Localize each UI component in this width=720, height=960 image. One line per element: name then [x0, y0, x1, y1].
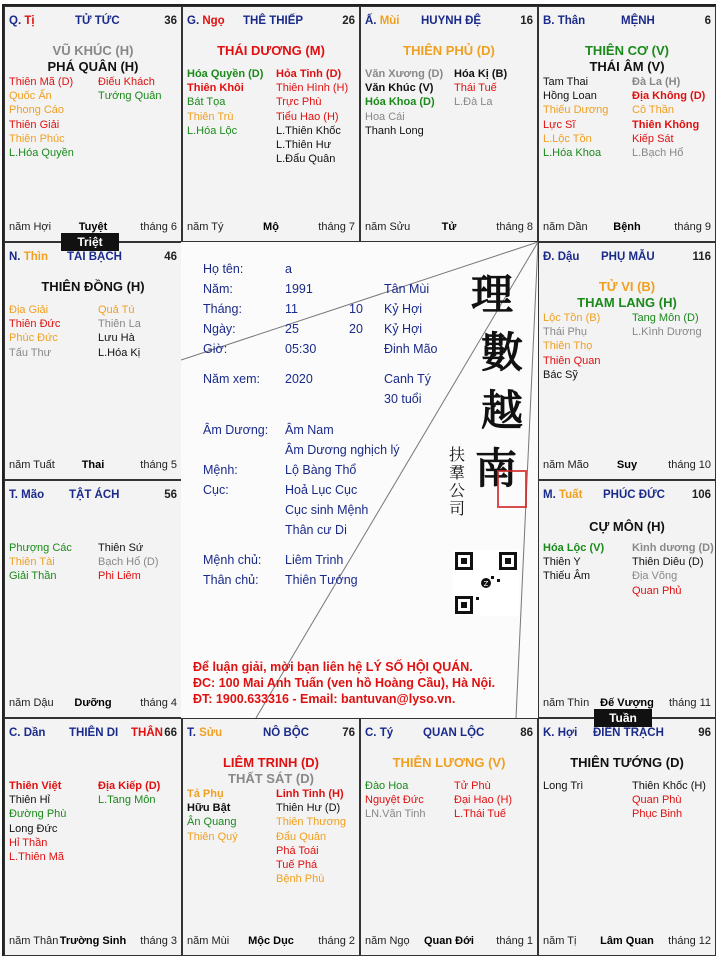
main-star: THÁI DƯƠNG (M) — [217, 43, 325, 58]
tuan-tag: Tuần — [594, 709, 652, 727]
palace-header — [543, 489, 711, 503]
minor-star: Giải Thần — [9, 570, 57, 583]
minor-star: Hồng Loan — [543, 90, 597, 103]
red-seal-icon — [497, 470, 527, 508]
minor-stars-right — [454, 67, 507, 110]
palace-age: 36 — [164, 15, 177, 27]
minor-star: Địa Kiếp (D) — [98, 780, 161, 792]
center-info-panel — [181, 242, 538, 718]
minor-stars-left — [9, 541, 72, 584]
minor-star: Nguyệt Đức — [365, 794, 424, 807]
palace-ti — [4, 6, 182, 242]
minor-star: Tả Phụ — [187, 788, 224, 800]
minor-stars-right — [98, 541, 159, 584]
minor-star: Thiên Hình (H) — [276, 82, 349, 95]
palace-age: 56 — [164, 489, 177, 501]
amduong-value: Âm Nam — [285, 423, 334, 437]
minor-star: Địa Võng — [632, 570, 678, 583]
footer-month: tháng 10 — [668, 459, 711, 471]
minor-star: L.Thái Tuế — [454, 808, 506, 821]
minor-star: Đào Hoa — [365, 780, 409, 792]
minor-star: Hỉ Thần — [9, 836, 48, 849]
footer-year: năm Dậu — [9, 697, 54, 709]
minor-star: Thái Phụ — [543, 326, 588, 339]
footer-month: tháng 11 — [668, 697, 711, 709]
palace-age: 16 — [520, 15, 533, 27]
triet-tag: Triệt — [61, 233, 119, 251]
main-star: CỰ MÔN (H) — [589, 519, 665, 534]
minor-star: L.Lộc Tồn — [543, 132, 592, 145]
palace-suu — [182, 718, 360, 956]
footer-year: năm Mùi — [187, 935, 230, 947]
footer-month: tháng 12 — [668, 935, 711, 947]
minor-star: Thanh Long — [365, 124, 424, 137]
minor-stars-left — [365, 67, 443, 138]
palace-name: TỬ TỨC — [75, 15, 120, 27]
minor-star: Thiên Giải — [9, 118, 60, 131]
palace-position: Q. Tị — [9, 15, 35, 27]
palace-header — [543, 727, 711, 741]
footer-stage: Đế Vượng — [600, 697, 654, 709]
minor-star: Bát Tọa — [187, 96, 226, 109]
minor-star: Quốc Ấn — [9, 90, 52, 103]
minor-star: Kình dương (D) — [632, 542, 714, 554]
footer-year: năm Ngọ — [365, 935, 410, 947]
minor-star: L.Thiên Khốc — [276, 124, 341, 137]
palace-ngo — [182, 6, 360, 242]
palace-age: 76 — [342, 727, 355, 739]
palace-header — [543, 15, 711, 29]
footer-year: năm Thìn — [543, 697, 590, 709]
palace-footer — [365, 221, 533, 235]
minor-star: Thiên Quan — [543, 354, 601, 367]
minor-star: Phục Binh — [632, 808, 683, 821]
footer-month: tháng 2 — [318, 935, 355, 947]
main-star: THIÊN LƯƠNG (V) — [392, 755, 506, 770]
minor-star: Phượng Các — [9, 542, 72, 554]
minor-star: Hóa Kị (B) — [454, 68, 508, 80]
palace-header — [9, 727, 177, 741]
minor-star: L.Hóa Lộc — [187, 124, 238, 137]
minor-star: L.Thiên Hư — [276, 138, 332, 151]
minor-stars-left — [543, 75, 608, 160]
minor-star: Thiếu Âm — [543, 570, 591, 583]
palace-header — [187, 15, 355, 29]
minor-stars-right — [98, 779, 160, 807]
age-value: 30 tuổi — [384, 392, 422, 406]
palace-position: G. Ngọ — [187, 15, 225, 27]
calligraphy-2: 數 — [481, 328, 524, 377]
palace-name: PHỤ MẪU — [601, 251, 655, 263]
calligraphy-small-4: 司 — [449, 499, 466, 518]
day-canchi: Kỷ Hợi — [384, 322, 423, 336]
minor-stars-left — [9, 779, 66, 864]
main-star: THÁI ÂM (V) — [589, 59, 665, 74]
palace-name: NÔ BỘC — [263, 727, 309, 739]
menh-label: Mệnh: — [203, 463, 238, 477]
palace-name: THIÊN DI — [69, 727, 119, 739]
minor-star: Phúc Đức — [9, 332, 58, 345]
hour-value: 05:30 — [285, 342, 317, 356]
minor-stars-right — [276, 787, 346, 886]
palace-name: HUYNH ĐỆ — [421, 15, 482, 27]
minor-star: Thiên Quý — [187, 830, 238, 843]
palace-name: QUAN LỘC — [423, 727, 485, 739]
minor-star: Phá Toái — [276, 844, 319, 857]
minor-star: L.Đẩu Quân — [276, 153, 336, 166]
palace-header — [543, 251, 711, 265]
minor-star: L.Bạch Hổ — [632, 146, 684, 159]
minor-star: Long Trì — [543, 780, 584, 792]
minor-star: Văn Xương (D) — [365, 68, 444, 80]
minor-star: Thiên Hỉ — [9, 794, 50, 807]
minor-star: Thiên Trù — [187, 110, 234, 123]
palace-footer — [543, 221, 711, 235]
palace-age: 66 — [164, 727, 177, 739]
main-star: THIÊN ĐỒNG (H) — [41, 279, 145, 294]
minor-star: Thiên Thương — [276, 816, 347, 829]
minor-star: Thiên Y — [543, 556, 581, 569]
minor-stars-right — [98, 303, 141, 360]
footer-month: tháng 8 — [496, 221, 533, 233]
minor-stars-right — [632, 311, 702, 339]
footer-stage: Dưỡng — [74, 697, 112, 709]
main-star: PHÁ QUÂN (H) — [47, 59, 139, 74]
main-star: THAM LANG (H) — [577, 295, 677, 310]
amduong-note: Âm Dương nghịch lý — [285, 443, 400, 457]
minor-stars-left — [9, 75, 74, 160]
qr-code-icon — [453, 550, 519, 616]
footer-month: tháng 1 — [496, 935, 533, 947]
calligraphy-small-2: 羣 — [449, 463, 466, 482]
minor-star: Thiên Không — [632, 118, 700, 131]
minor-star: Địa Giải — [9, 304, 49, 316]
palace-position: C. Dần — [9, 727, 46, 739]
minor-stars-left — [543, 311, 600, 382]
thanchu-value: Thiên Tướng — [285, 573, 358, 587]
footer-stage: Bệnh — [613, 221, 641, 233]
footer-year: năm Mão — [543, 459, 589, 471]
palace-position: C. Tý — [365, 727, 394, 739]
palace-footer — [365, 935, 533, 949]
palace-position: Đ. Dậu — [543, 251, 580, 263]
minor-stars-left — [187, 787, 238, 844]
main-star: TỬ VI (B) — [598, 279, 656, 294]
hour-label: Giờ: — [203, 342, 228, 356]
minor-star: L.Hóa Quyền — [9, 146, 74, 159]
minor-star: Linh Tinh (H) — [276, 788, 344, 800]
minor-star: Thiên Diêu (D) — [632, 556, 704, 569]
month-label: Tháng: — [203, 302, 242, 316]
than-marker: THÂN — [131, 727, 163, 739]
palace-name: TÀI BẠCH — [67, 251, 122, 263]
minor-star: Thiên La — [98, 318, 141, 331]
palace-footer — [187, 935, 355, 949]
minor-stars-left — [543, 541, 604, 584]
footer-month: tháng 6 — [140, 221, 177, 233]
contact-phone-email: ĐT: 1900.633316 - Email: bantuvan@lyso.vn. — [193, 692, 456, 706]
footer-stage: Thai — [81, 459, 105, 471]
palace-footer — [9, 459, 177, 473]
minor-star: Tướng Quân — [98, 90, 162, 103]
hour-canchi: Đinh Mão — [384, 342, 438, 356]
palace-position: B. Thân — [543, 15, 586, 27]
minor-star: Hữu Bật — [187, 802, 231, 815]
minor-star: LN.Văn Tinh — [365, 808, 426, 821]
minor-star: Hóa Lộc (V) — [543, 542, 605, 554]
month-value: 11 — [285, 302, 298, 316]
minor-stars-right — [276, 67, 348, 166]
minor-star: Phi Liêm — [98, 570, 141, 583]
palace-age: 96 — [698, 727, 711, 739]
footer-year: năm Dần — [543, 221, 588, 233]
minor-star: L.Thiên Mã — [9, 850, 65, 863]
month-canchi: Kỷ Hợi — [384, 302, 423, 316]
minor-stars-right — [632, 541, 714, 598]
view-year-canchi: Canh Tý — [384, 372, 432, 386]
palace-age: 106 — [691, 489, 711, 501]
view-year-label: Năm xem: — [203, 372, 260, 386]
palace-header — [9, 251, 177, 265]
minor-star: Điếu Khách — [98, 76, 155, 88]
day-lunar: 20 — [349, 322, 363, 336]
palace-age: 86 — [520, 727, 533, 739]
than-cu: Thân cư Di — [285, 523, 347, 537]
day-label: Ngày: — [203, 322, 236, 336]
minor-stars-right — [98, 75, 162, 103]
minor-star: Thiên Khốc (H) — [632, 780, 706, 792]
palace-mui — [360, 6, 538, 242]
minor-star: Trực Phù — [276, 96, 322, 109]
palace-thin — [4, 242, 182, 480]
palace-age: 6 — [704, 15, 711, 27]
palace-age: 26 — [342, 15, 355, 27]
cuc-value: Hoả Lục Cục — [285, 483, 358, 497]
contact-line-1: Để luận giải, mời bạn liên hệ LÝ SỐ HỘI QUÁN. — [193, 660, 473, 674]
minor-star: L.Kình Dương — [632, 326, 702, 339]
day-value: 25 — [285, 322, 299, 336]
minor-star: L.Đà La — [454, 96, 493, 109]
menh-value: Lộ Bàng Thổ — [285, 463, 357, 477]
footer-year: năm Tuất — [9, 459, 55, 471]
minor-star: Quan Phủ — [632, 584, 682, 597]
minor-star: Quan Phù — [632, 794, 682, 807]
minor-star: Thiên Hư (D) — [276, 802, 341, 815]
palace-position: T. Sửu — [187, 727, 223, 739]
footer-stage: Mộc Dục — [248, 935, 294, 947]
minor-star: Thiên Phúc — [9, 132, 65, 145]
cuc-note: Cục sinh Mệnh — [285, 503, 369, 517]
minor-star: Đại Hao (H) — [454, 794, 513, 807]
footer-month: tháng 5 — [140, 459, 177, 471]
minor-star: Hóa Quyền (D) — [187, 68, 264, 80]
calligraphy-1: 理 — [471, 270, 514, 319]
palace-dan — [4, 718, 182, 956]
menhchu-label: Mệnh chủ: — [203, 553, 262, 567]
minor-star: Bác Sỹ — [543, 368, 578, 381]
minor-star: Thiên Sứ — [98, 542, 144, 554]
year-label: Năm: — [203, 282, 233, 296]
minor-star: L.Hóa Khoa — [543, 146, 602, 159]
palace-tuat — [538, 480, 716, 718]
footer-year: năm Thân — [9, 935, 59, 947]
palace-position: K. Hợi — [543, 727, 578, 739]
footer-month: tháng 3 — [140, 935, 177, 947]
main-star: THIÊN CƠ (V) — [584, 43, 670, 58]
minor-star: Đường Phù — [9, 808, 67, 821]
minor-star: Phong Cáo — [9, 104, 65, 117]
minor-star: Cô Thần — [632, 104, 674, 117]
minor-star: Quả Tú — [98, 304, 135, 316]
name-label: Họ tên: — [203, 262, 244, 276]
palace-footer — [9, 697, 177, 711]
minor-star: Thiếu Dương — [543, 104, 609, 117]
menhchu-value: Liêm Trinh — [285, 553, 344, 567]
palace-than — [538, 6, 716, 242]
minor-star: Tam Thai — [543, 76, 589, 88]
footer-month: tháng 9 — [674, 221, 711, 233]
minor-stars-left — [187, 67, 263, 138]
contact-address: ĐC: 100 Mai Anh Tuấn (ven hồ Hoàng Cầu), Hà Nội. — [193, 676, 496, 690]
minor-stars-right — [632, 779, 706, 822]
minor-star: Lực Sĩ — [543, 118, 576, 131]
minor-star: Thiên Thọ — [543, 340, 593, 353]
palace-age: 116 — [692, 251, 711, 263]
minor-stars-left — [9, 303, 60, 360]
footer-stage: Lâm Quan — [600, 935, 654, 947]
year-canchi: Tân Mùi — [384, 282, 430, 296]
calligraphy-small-1: 扶 — [449, 445, 466, 464]
palace-footer — [543, 459, 711, 473]
minor-star: Lưu Hà — [98, 332, 135, 345]
minor-stars-left — [543, 779, 583, 793]
thanchu-label: Thân chủ: — [203, 573, 259, 587]
footer-stage: Tuyệt — [78, 221, 108, 233]
minor-star: Hỏa Tinh (D) — [276, 68, 342, 80]
minor-star: Bệnh Phù — [276, 873, 325, 886]
name-value: a — [285, 262, 292, 276]
amduong-label: Âm Dương: — [203, 423, 269, 437]
minor-star: Thiên Tài — [9, 556, 55, 569]
main-star: THIÊN PHỦ (D) — [403, 43, 495, 58]
minor-star: Kiếp Sát — [632, 132, 674, 145]
minor-star: Thiên Đức — [9, 318, 61, 331]
palace-name: TẬT ÁCH — [69, 489, 120, 501]
calligraphy-small-3: 公 — [449, 481, 466, 500]
footer-month: tháng 4 — [140, 697, 177, 709]
calligraphy-4: 南 — [475, 444, 518, 493]
footer-stage: Tử — [441, 221, 457, 233]
footer-year: năm Tý — [187, 221, 224, 233]
footer-stage: Quan Đới — [424, 935, 474, 947]
palace-header — [9, 489, 177, 503]
main-star: LIÊM TRINH (D) — [222, 755, 320, 770]
cuc-label: Cục: — [203, 483, 229, 497]
palace-dau — [538, 242, 716, 480]
palace-mao — [4, 480, 182, 718]
footer-year: năm Sửu — [365, 221, 411, 233]
palace-age: 46 — [164, 251, 177, 263]
minor-star: Thiên Khôi — [187, 82, 244, 95]
minor-star: Thiên Việt — [9, 780, 62, 792]
minor-stars-right — [632, 75, 705, 160]
minor-stars-left — [365, 779, 426, 822]
minor-star: L.Hóa Kị — [98, 346, 141, 359]
palace-footer — [9, 935, 177, 949]
minor-star: Tiểu Hao (H) — [276, 110, 339, 123]
minor-star: Hóa Khoa (D) — [365, 96, 435, 109]
palace-position: Ấ. Mùi — [365, 15, 400, 27]
palace-header — [187, 727, 355, 741]
view-year-value: 2020 — [285, 372, 313, 386]
palace-footer — [543, 935, 711, 949]
minor-star: Tử Phù — [454, 780, 491, 792]
minor-star: Thái Tuế — [454, 82, 497, 95]
main-star: THẤT SÁT (D) — [228, 771, 314, 786]
main-star: VŨ KHÚC (H) — [52, 43, 134, 58]
palace-header — [9, 15, 177, 29]
palace-position: M. Tuất — [543, 489, 583, 501]
palace-footer — [187, 221, 355, 235]
footer-stage: Trường Sinh — [59, 935, 127, 947]
minor-star: Văn Khúc (V) — [365, 82, 434, 95]
minor-star: Lộc Tồn (B) — [543, 312, 601, 324]
footer-year: năm Hợi — [9, 221, 52, 233]
minor-star: Tang Môn (D) — [632, 312, 699, 324]
minor-star: Ân Quang — [187, 816, 237, 829]
footer-stage: Suy — [616, 459, 638, 471]
minor-star: L.Tang Môn — [98, 794, 156, 807]
minor-star: Đẩu Quân — [276, 830, 327, 843]
calligraphy-3: 越 — [481, 386, 524, 435]
palace-hoi — [538, 718, 716, 956]
palace-name: ĐIỀN TRẠCH — [593, 727, 664, 739]
minor-star: Tấu Thư — [9, 346, 52, 359]
minor-star: Hoa Cái — [365, 110, 405, 123]
minor-stars-right — [454, 779, 512, 822]
footer-month: tháng 7 — [318, 221, 355, 233]
main-star: THIÊN TƯỚNG (D) — [570, 755, 684, 770]
svg-text:Z: Z — [483, 580, 489, 588]
minor-star: Long Đức — [9, 822, 58, 835]
palace-header — [365, 15, 533, 29]
footer-stage: Mộ — [263, 221, 279, 233]
footer-year: năm Tị — [543, 935, 577, 947]
year-value: 1991 — [285, 282, 313, 296]
palace-position: N. Thìn — [9, 251, 48, 263]
minor-star: Bạch Hổ (D) — [98, 556, 159, 569]
minor-star: Thiên Mã (D) — [9, 76, 74, 88]
minor-star: Địa Không (D) — [632, 90, 706, 103]
palace-name: PHÚC ĐỨC — [603, 489, 665, 501]
palace-name: THÊ THIẾP — [243, 15, 304, 27]
palace-ty — [360, 718, 538, 956]
palace-header — [365, 727, 533, 741]
palace-name: MỆNH — [621, 15, 655, 27]
month-lunar: 10 — [349, 302, 363, 316]
minor-star: Đà La (H) — [632, 76, 681, 88]
minor-star: Tuế Phá — [276, 858, 318, 871]
palace-position: T. Mão — [9, 489, 45, 501]
